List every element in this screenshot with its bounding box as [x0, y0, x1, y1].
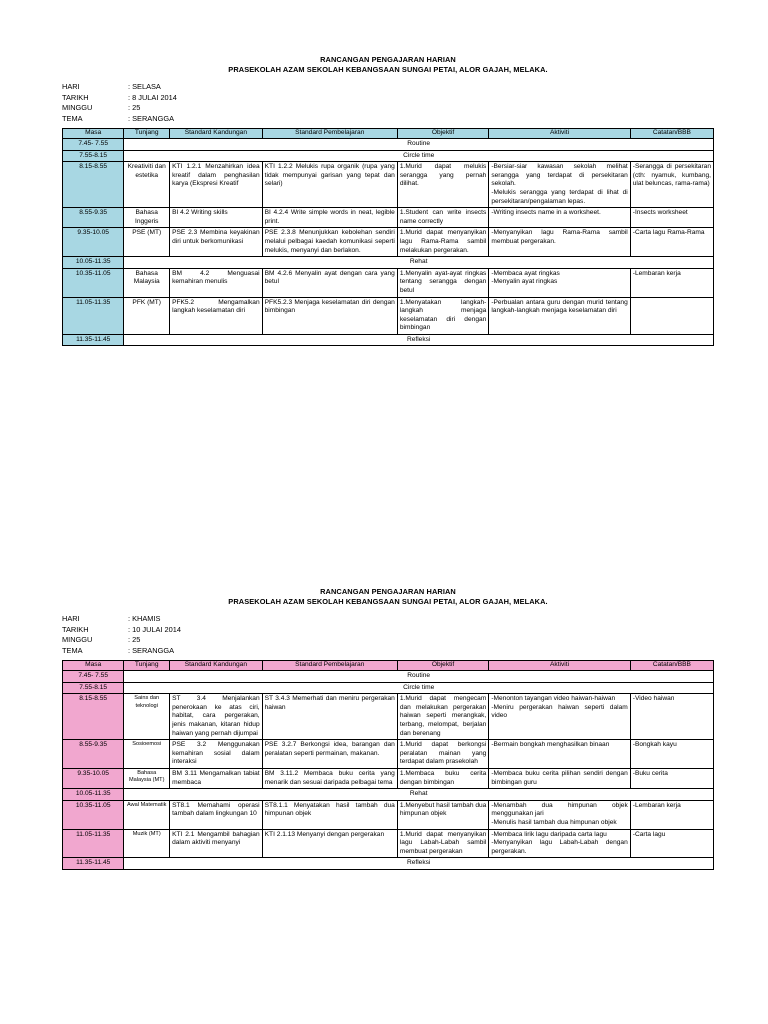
plan-meta — [62, 614, 714, 656]
cell-masa: 7.55-8.15 — [63, 150, 124, 162]
cell-masa: 11.05-11.35 — [63, 297, 124, 334]
cell-standard-pembelajaran: PFK5.2.3 Menjaga keselamatan diri dengan bimbingan — [262, 297, 397, 334]
cell-standard-kandungan: KTI 1.2.1 Menzahirkan idea kreatif dalam penghasilan karya (Ekspresi Kreatif — [170, 162, 263, 208]
cell-session-label: Refleksi — [124, 858, 714, 870]
meta-value: : 25 — [128, 635, 141, 644]
cell-standard-pembelajaran: PSE 3.2.7 Berkongsi idea, barangan dan peralatan seperti permainan, makanan. — [262, 740, 397, 769]
school-name: PRASEKOLAH AZAM SEKOLAH KEBANGSAAN SUNGAI PETAI, ALOR GAJAH, MELAKA. — [228, 65, 548, 74]
cell-session-label: Circle time — [124, 150, 714, 162]
cell-tunjang: PFK (MT) — [124, 297, 170, 334]
cell-tunjang: Sains dan teknologi — [124, 694, 170, 740]
table-header-row — [63, 129, 714, 139]
cell-standard-kandungan: PSE 3.2 Menggunakan kemahiran sosial dalam interaksi — [170, 740, 263, 769]
cell-catatan: -Lembaran kerja — [630, 800, 713, 829]
table-row — [63, 150, 714, 162]
header-aktiviti: Aktiviti — [489, 661, 630, 671]
meta-value: : 10 JULAI 2014 — [128, 624, 182, 634]
cell-objektif: 1.Murid dapat mengecam dan melakukan pergerakan haiwan seperti merangkak, terbang, melompat, berjalan dan berenang — [397, 694, 489, 740]
plan-title: RANCANGAN PENGAJARAN HARIAN — [320, 55, 456, 64]
table-row — [63, 208, 714, 228]
cell-standard-pembelajaran: ST 3.4.3 Memerhati dan meniru pergerakan haiwan — [262, 694, 397, 740]
meta-value: : SELASA — [128, 82, 161, 91]
header-standard-pembelajaran: Standard Pembelajaran — [262, 661, 397, 671]
cell-masa: 10.05-11.35 — [63, 257, 124, 269]
cell-standard-kandungan: KTI 2.1 Mengambil bahagian dalam aktiviti menyanyi — [170, 829, 263, 858]
cell-objektif: 1.Menyebut hasil tambah dua himpunan objek — [397, 800, 489, 829]
cell-standard-pembelajaran: PSE 2.3.8 Menunjukkan kebolehan sendiri melalui pelbagai kaedah komunikasi seperti melukis, menyanyi dan berlakon. — [262, 228, 397, 257]
table-row — [63, 268, 714, 297]
meta-label: TARIKH — [62, 624, 89, 634]
cell-aktiviti: -Bersiar-siar kawasan sekolah melihat serangga yang terdapat di persekitaran sekolah. -Melukis serangga yang terdapat di lihat di persekitaran/pengalaman lepas. — [489, 162, 630, 208]
table-row — [63, 829, 714, 858]
meta-label: TEMA — [62, 645, 83, 655]
cell-tunjang: PSE (MT) — [124, 228, 170, 257]
cell-session-label: Routine — [124, 671, 714, 683]
table-row — [63, 334, 714, 346]
table-row — [63, 740, 714, 769]
lesson-plan-2 — [62, 587, 714, 870]
header-objektif: Objektif — [397, 129, 489, 139]
header-tunjang: Tunjang — [124, 661, 170, 671]
cell-catatan: -Insects worksheet — [630, 208, 713, 228]
meta-value: : 25 — [128, 103, 141, 112]
table-row — [63, 257, 714, 269]
cell-session-label: Refleksi — [124, 334, 714, 346]
cell-session-label: Rehat — [124, 257, 714, 269]
header-catatan: Catatan/BBB — [630, 129, 713, 139]
meta-label: HARI — [62, 614, 80, 623]
cell-objektif: 1.Murid dapat menyanyikan lagu Labah-Labah sambil membuat pergerakan — [397, 829, 489, 858]
plan-meta — [62, 82, 714, 124]
header-standard-pembelajaran: Standard Pembelajaran — [262, 129, 397, 139]
table-row — [63, 162, 714, 208]
cell-standard-pembelajaran: ST8.1.1 Menyatakan hasil tambah dua himpunan objek — [262, 800, 397, 829]
meta-value: : SERANGGA — [128, 645, 174, 655]
header-standard-kandungan: Standard Kandungan — [170, 661, 263, 671]
meta-label: MINGGU — [62, 103, 93, 112]
cell-aktiviti: -Writing insects name in a worksheet. — [489, 208, 630, 228]
cell-masa: 9.35-10.05 — [63, 768, 124, 788]
cell-standard-kandungan: PSE 2.3 Membina keyakinan diri untuk berkomunikasi — [170, 228, 263, 257]
header-tunjang: Tunjang — [124, 129, 170, 139]
table-row — [63, 297, 714, 334]
cell-masa: 7.55-8.15 — [63, 682, 124, 694]
cell-standard-kandungan: ST8.1 Memahami operasi tambah dalam lingkungan 10 — [170, 800, 263, 829]
cell-masa: 8.15-8.55 — [63, 162, 124, 208]
table-row — [63, 694, 714, 740]
cell-aktiviti: -Perbualan antara guru dengan murid tentang langkah-langkah menjaga keselamatan diri — [489, 297, 630, 334]
cell-tunjang: Awal Matematik — [124, 800, 170, 829]
lesson-plan-1 — [62, 55, 714, 346]
header-masa: Masa — [63, 661, 124, 671]
cell-masa: 8.55-9.35 — [63, 740, 124, 769]
cell-aktiviti: -Membaca lirik lagu daripada carta lagu -Menyanyikan lagu Labah-Labah dengan pergerakan. — [489, 829, 630, 858]
cell-standard-kandungan: BM 4.2 Menguasai kemahiran menulis — [170, 268, 263, 297]
cell-tunjang: Muzik (MT) — [124, 829, 170, 858]
cell-standard-kandungan: BI 4.2 Writing skills — [170, 208, 263, 228]
cell-aktiviti: -Menyanyikan lagu Rama-Rama sambil membuat pergerakan. — [489, 228, 630, 257]
cell-objektif: 1.Menyatakan langkah-langkah menjaga keselamatan diri dengan bimbingan — [397, 297, 489, 334]
meta-value: : KHAMIS — [128, 614, 161, 623]
cell-catatan: -Lembaran kerja — [630, 268, 713, 297]
schedule-table — [62, 660, 714, 870]
cell-standard-pembelajaran: KTI 2.1.13 Menyanyi dengan pergerakan — [262, 829, 397, 858]
cell-standard-pembelajaran: BM 4.2.6 Menyalin ayat dengan cara yang betul — [262, 268, 397, 297]
table-row — [63, 671, 714, 683]
cell-aktiviti: -Menonton tayangan video haiwan-haiwan -Meniru pergerakan haiwan seperti dalam video — [489, 694, 630, 740]
cell-standard-pembelajaran: KTI 1.2.2 Melukis rupa organik (rupa yang tidak mempunyai garisan yang tepat dan selari) — [262, 162, 397, 208]
table-row — [63, 139, 714, 151]
meta-label: MINGGU — [62, 635, 93, 644]
cell-objektif: 1.Student can write insects name correctly — [397, 208, 489, 228]
schedule-table — [62, 128, 714, 346]
cell-masa: 8.15-8.55 — [63, 694, 124, 740]
cell-objektif: 1.Murid dapat melukis serangga yang pernah dilihat. — [397, 162, 489, 208]
header-standard-kandungan: Standard Kandungan — [170, 129, 263, 139]
header-masa: Masa — [63, 129, 124, 139]
cell-standard-kandungan: ST 3.4 Menjalankan penerokaan ke atas ciri, habitat, cara pergerakan, jenis makanan, kitaran hidup haiwan yang pernah dijumpai — [170, 694, 263, 740]
header-catatan: Catatan/BBB — [630, 661, 713, 671]
cell-masa: 11.35-11.45 — [63, 334, 124, 346]
cell-catatan: -Carta lagu — [630, 829, 713, 858]
cell-standard-pembelajaran: BI 4.2.4 Write simple words in neat, legible print. — [262, 208, 397, 228]
cell-masa: 7.45- 7.55 — [63, 139, 124, 151]
cell-masa: 8.55-9.35 — [63, 208, 124, 228]
cell-session-label: Rehat — [124, 789, 714, 801]
header-aktiviti: Aktiviti — [489, 129, 630, 139]
cell-aktiviti: -Membaca ayat ringkas -Menyalin ayat ringkas — [489, 268, 630, 297]
meta-label: TARIKH — [62, 92, 89, 102]
table-row — [63, 228, 714, 257]
cell-catatan: -Buku cerita — [630, 768, 713, 788]
table-row — [63, 858, 714, 870]
cell-masa: 10.35-11.05 — [63, 268, 124, 297]
cell-standard-pembelajaran: BM 3.11.2 Membaca buku cerita yang menarik dan sesuai daripada pelbagai tema — [262, 768, 397, 788]
cell-aktiviti: -Membaca buku cerita pilihan sendiri dengan bimbingan guru — [489, 768, 630, 788]
cell-session-label: Circle time — [124, 682, 714, 694]
table-row — [63, 800, 714, 829]
cell-masa: 11.35-11.45 — [63, 858, 124, 870]
table-header-row — [63, 661, 714, 671]
cell-masa: 11.05-11.35 — [63, 829, 124, 858]
cell-masa: 7.45- 7.55 — [63, 671, 124, 683]
cell-objektif: 1.Murid dapat berkongsi peralatan mainan yang terdapat dalam prasekolah — [397, 740, 489, 769]
cell-objektif: 1.Membaca buku cerita dengan bimbingan — [397, 768, 489, 788]
cell-tunjang: Bahasa Malaysia (MT) — [124, 768, 170, 788]
meta-label: TEMA — [62, 113, 83, 123]
meta-value: : SERANGGA — [128, 113, 174, 123]
cell-session-label: Routine — [124, 139, 714, 151]
meta-value: : 8 JULAI 2014 — [128, 92, 177, 102]
table-row — [63, 768, 714, 788]
cell-standard-kandungan: BM 3.11 Mengamalkan tabiat membaca — [170, 768, 263, 788]
cell-objektif: 1.Menyalin ayat-ayat ringkas tentang serangga dengan betul — [397, 268, 489, 297]
cell-catatan: -Carta lagu Rama-Rama — [630, 228, 713, 257]
cell-tunjang: Bahasa Malaysia — [124, 268, 170, 297]
cell-catatan: -Video haiwan — [630, 694, 713, 740]
cell-masa: 10.35-11.05 — [63, 800, 124, 829]
cell-catatan — [630, 297, 713, 334]
header-objektif: Objektif — [397, 661, 489, 671]
cell-tunjang: Sosioemosi — [124, 740, 170, 769]
cell-tunjang: Kreativiti dan estetika — [124, 162, 170, 208]
cell-tunjang: Bahasa Inggeris — [124, 208, 170, 228]
school-name: PRASEKOLAH AZAM SEKOLAH KEBANGSAAN SUNGAI PETAI, ALOR GAJAH, MELAKA. — [228, 597, 548, 606]
table-row — [63, 682, 714, 694]
cell-standard-kandungan: PFK5.2 Mengamalkan langkah keselamatan diri — [170, 297, 263, 334]
table-row — [63, 789, 714, 801]
cell-aktiviti: -Bermain bongkah menghasilkan binaan — [489, 740, 630, 769]
meta-label: HARI — [62, 82, 80, 91]
cell-catatan: -Bongkah kayu — [630, 740, 713, 769]
plan-title: RANCANGAN PENGAJARAN HARIAN — [320, 587, 456, 596]
cell-aktiviti: -Menambah dua himpunan objek menggunakan jari -Menulis hasil tambah dua himpunan objek — [489, 800, 630, 829]
cell-objektif: 1.Murid dapat menyanyikan lagu Rama-Rama sambil melakukan pergerakan. — [397, 228, 489, 257]
cell-masa: 9.35-10.05 — [63, 228, 124, 257]
cell-masa: 10.05-11.35 — [63, 789, 124, 801]
cell-catatan: -Serangga di persekitaran (cth: nyamuk, kumbang, ulat beluncas, rama-rama) — [630, 162, 713, 208]
